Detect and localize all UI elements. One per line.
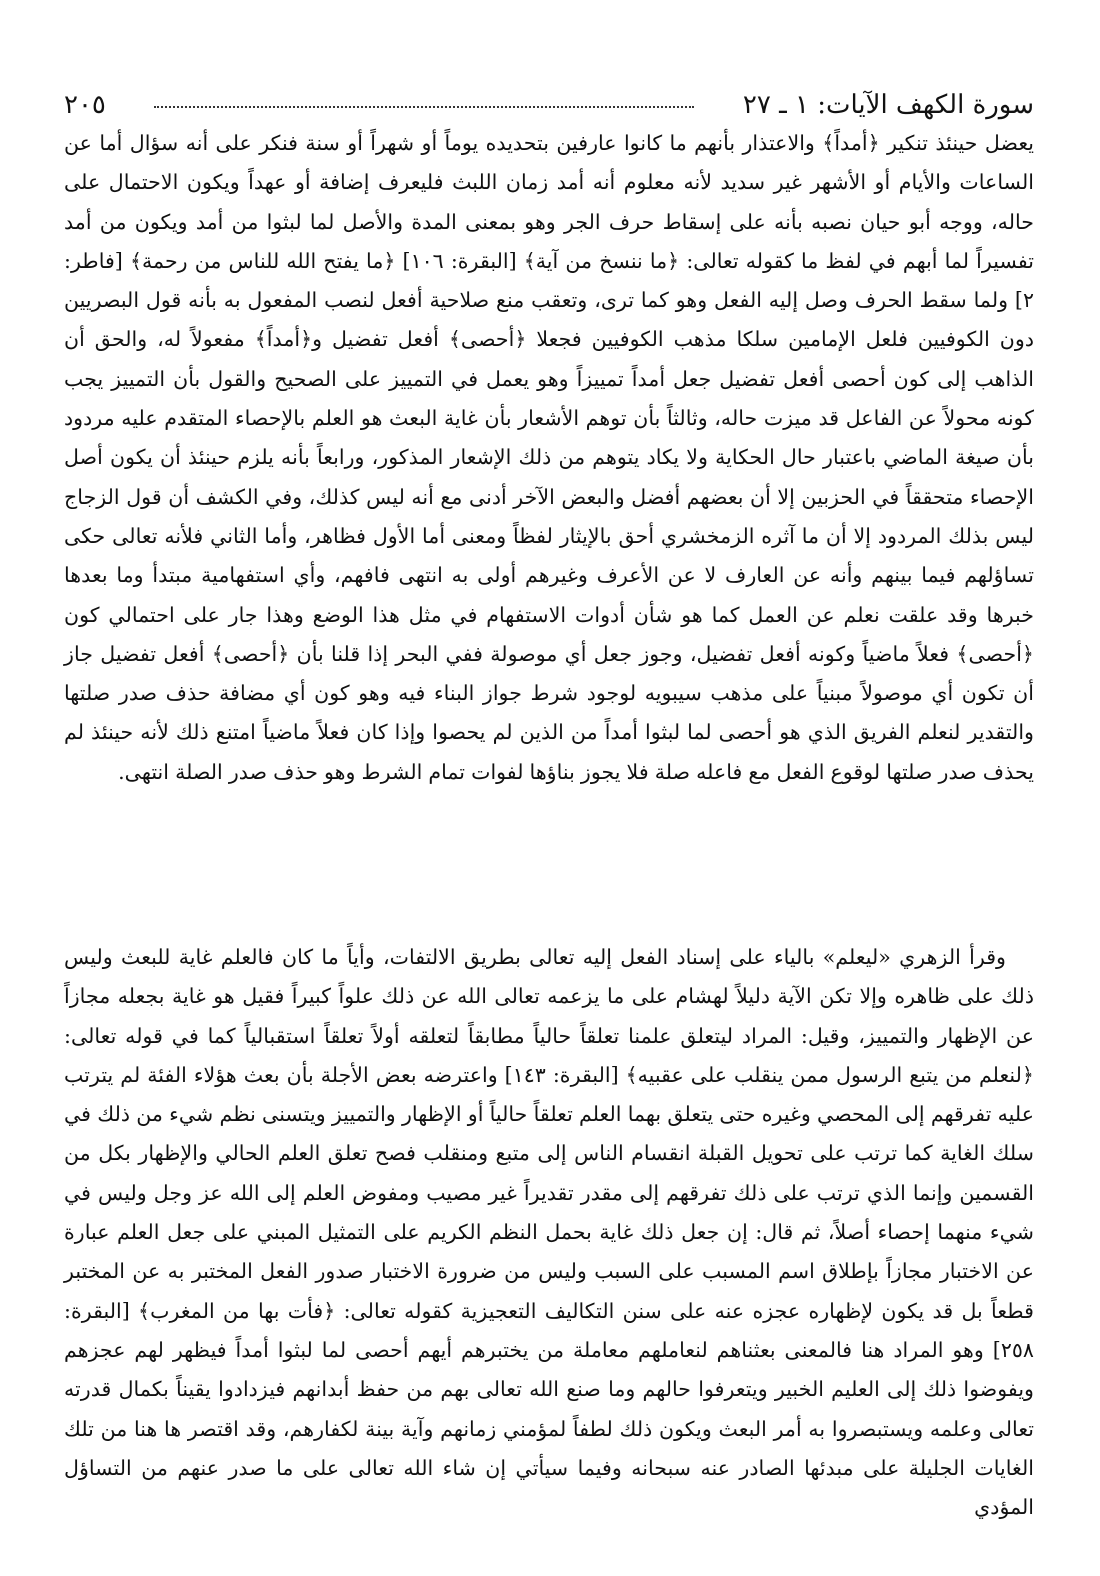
leader-dots <box>154 106 694 108</box>
text-line: جاز أن تكون أي موصولاً مبنياً على مذهب سيبويه لوجود شرط جواز البناء فيه وهو كون أي مضافة حذف صدر <box>64 641 1035 706</box>
text-line: الغايات الجليلة على مبدئها الصادر عنه سبحانه وفيما سيأتي إن شاء الله تعالى على ما صدر عنهم من التساؤل المؤدي <box>64 1455 1034 1520</box>
document-page <box>64 0 1034 1576</box>
text-line: حكى تساؤلهم فيما بينهم وأنه عن العارف لا عن الأعرف وغيرهم أولى به انتهى فافهم، وأي استفهامية مبتدأ وما بعدها <box>64 523 1034 588</box>
text-line: أصل الإحصاء متحققاً في الحزبين إلا أن بعضهم أفضل والبعض الآخر أدنى مع أنه ليس كذلك، وفي الكشف أن قول <box>64 445 1034 509</box>
text-line: ٢٥٨] وهو المراد هنا فالمعنى بعثناهم لنعاملهم معاملة من يختبرهم أيهم أحصى لما لبثوا أمداً فيظهر لهم عجزهم <box>64 1337 1034 1362</box>
text-line: الزجاج ليس بذلك المردود إلا أن ما آثره الزمخشري أحق بالإيثار لفظاً ومعنى أما الأول فظاهر، وأما الثاني فلأنه تعالى <box>64 484 1034 548</box>
text-line: الذاهب إلى كون أحصى أفعل تفضيل جعل أمداً تمييزاً وهو يعمل في التمييز على الصحيح والقول بأن التمييز يجب <box>64 366 1034 391</box>
text-line: القسمين وإنما الذي ترتب على ذلك تفرقهم إلى مقدر تقديراً غير مصيب ومفوض العلم إلى الله عز وجل وليس في <box>64 1180 1034 1205</box>
running-head-title: سورة الكهف الآيات: ١ ـ ٢٧ <box>742 90 1034 120</box>
text-line: شيء منهما إحصاء أصلاً، ثم قال: إن جعل ذلك غاية بحمل النظم الكريم على التمثيل المبني على جعل العلم عبارة <box>64 1220 1034 1245</box>
text-line: عليه تفرقهم إلى المحصي وغيره حتى يتعلق بهما العلم تعلقاً حالياً أو الإظهار والتمييز ويتسنى نظم شيء من ذلك في <box>64 1102 1034 1127</box>
text-line: قطعاً بل قد يكون لإظهاره عجزه عنه على سنن التكاليف التعجيزية كقوله تعالى: ﴿فأت بها من المغرب﴾ [البقرة: <box>64 1298 1034 1323</box>
text-line: عن الإظهار والتمييز، وقيل: المراد ليتعلق علمنا تعلقاً حالياً مطابقاً لتعلقه أولاً تعلقاً استقبالياً كما في قوله تعالى: <box>64 1023 1034 1048</box>
text-line: بأن صيغة الماضي باعتبار حال الحكاية ولا يكاد يتوهم من ذلك الإشعار المذكور، ورابعاً بأنه يلزم حينئذ أن يكون <box>109 445 1035 470</box>
page-number: ٢٠٥ <box>64 90 106 120</box>
text-line: وقرأ الزهري «ليعلم» بالياء على إسناد الفعل إليه تعالى بطريق الالتفات، وأياً ما كان فالعلم غاية للبعث وليس <box>64 945 1006 969</box>
text-line: الساعات والأيام أو الأشهر غير سديد لأنه معلوم أنه أمد زمان اللبث فليعرف إضافة أو عهداً ويكون الاحتمال على <box>64 170 1034 195</box>
text-line: صلتها والتقدير لنعلم الفريق الذي هو أحصى لما لبثوا أمداً من الذين لم يحصوا وإذا كان فعلاً ماضياً امتنع ذلك لأنه <box>64 681 1034 745</box>
paragraph-2 <box>64 938 1034 1527</box>
text-line: حينئذ لم يحذف صدر صلتها لوقوع الفعل مع فاعله صلة فلا يجوز بناؤها لفوات تمام الشرط وهو حذف صدر الصلة <box>64 720 1034 784</box>
text-line: ٢] ولما سقط الحرف وصل إليه الفعل وهو كما ترى، وتعقب منع صلاحية أفعل لنصب المفعول به بأنه قول البصريين <box>64 288 1034 313</box>
text-line: ﴿لنعلم من يتبع الرسول ممن ينقلب على عقبيه﴾ [البقرة: ١٤٣] واعترضه بعض الأجلة بأن بعث هؤلاء الفئة لم يترتب <box>64 1062 1034 1087</box>
text-line: حاله، ووجه أبو حيان نصبه بأنه على إسقاط حرف الجر وهو بمعنى المدة والأصل لما لبثوا من أمد ويكون من أمد <box>64 209 1034 234</box>
running-head <box>64 88 1034 122</box>
text-line: كونه محولاً عن الفاعل قد ميزت حاله، وثالثاً بأن توهم الأشعار بأن غاية البعث هو العلم بالإحصاء المتقدم عليه مردود <box>64 406 1034 431</box>
text-line: يعضل حينئذ تنكير ﴿أمداً﴾ والاعتذار بأنهم ما كانوا عارفين بتحديده يوماً أو شهراً أو سنة فنكر على أنه سؤال أما عن <box>64 131 1034 155</box>
text-line: انتهى. <box>118 759 170 784</box>
text-line: تعالى وعلمه ويستبصروا به أمر البعث ويكون ذلك لطفاً لمؤمني زمانهم وآية بينة لكفارهم، وقد اقتصر ها هنا من تلك <box>64 1416 1034 1441</box>
text-line: عن الاختبار مجازاً بإطلاق اسم المسبب على السبب وليس من ضرورة الاختبار صدور الفعل المختبر به عن المختبر <box>64 1259 1034 1284</box>
paragraph-1 <box>64 124 1034 792</box>
text-line: ﴿أحصى﴾ فعلاً ماضياً وكونه أفعل تفضيل، وجوز جعل أي موصولة ففي البحر إذا قلنا بأن ﴿أحصى﴾ أفعل تفضيل <box>100 641 1035 666</box>
text-line: تفسيراً لما أبهم في لفظ ما كقوله تعالى: ﴿ما ننسخ من آية﴾ [البقرة: ١٠٦] ﴿ما يفتح الله للناس من رحمة﴾ [فاطر: <box>64 248 1034 273</box>
text-line: ذلك على ظاهره وإلا تكن الآية دليلاً لهشام على ما يزعمه تعالى الله عن ذلك علواً كبيراً فقيل هو غاية بجعله مجازاً <box>64 984 1034 1009</box>
text-line: سلك الغاية كما ترتب على تحويل القبلة انقسام الناس إلى متبع ومنقلب فصح تعلق العلم الحالي والإظهار بكل من <box>64 1141 1034 1166</box>
text-line: دون الكوفيين فلعل الإمامين سلكا مذهب الكوفيين فجعلا ﴿أحصى﴾ أفعل تفضيل و﴿أمداً﴾ مفعولاً له، والحق أن <box>64 327 1034 352</box>
text-line: ويفوضوا ذلك إلى العليم الخبير ويتعرفوا حالهم وما صنع الله تعالى بهم من حفظ أبدانهم فيزدادوا يقيناً بكمال قدرته <box>64 1377 1034 1402</box>
text-line: خبرها وقد علقت نعلم عن العمل كما هو شأن أدوات الاستفهام في مثل هذا الوضع وهذا جار على احتمالي كون <box>64 602 1034 627</box>
